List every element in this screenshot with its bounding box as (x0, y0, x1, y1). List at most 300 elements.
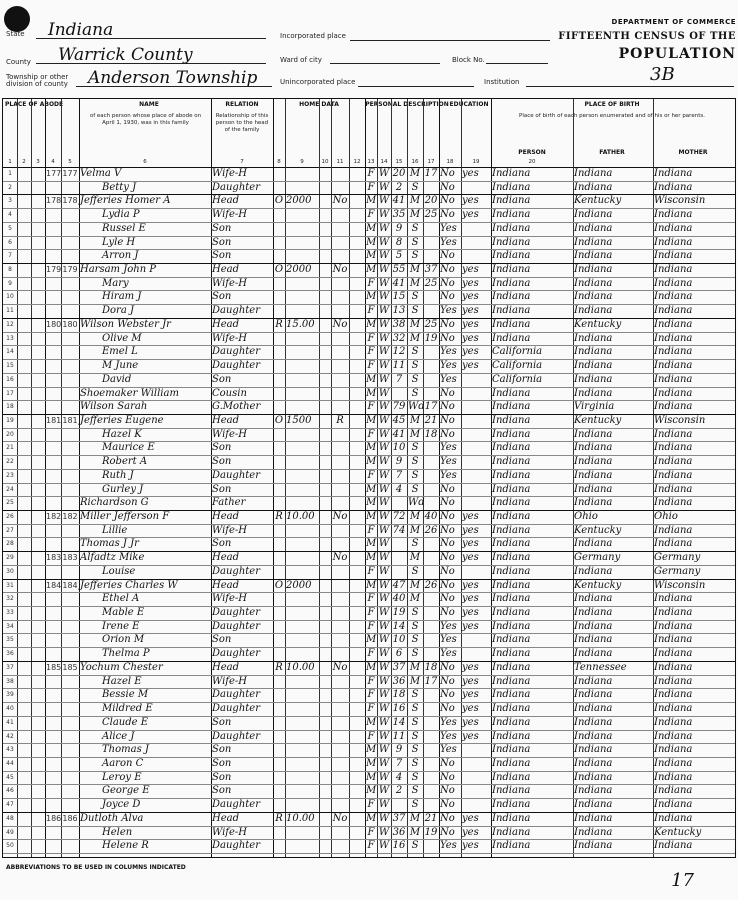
cell-dw: 185 (46, 662, 62, 672)
cell-mbp: Indiana (654, 277, 693, 289)
cell-race: W (378, 497, 390, 509)
cell-dw: 178 (46, 196, 62, 206)
cell-mar: S (411, 648, 419, 660)
table-row (3, 812, 735, 827)
cell-n: 9 (8, 279, 12, 287)
cell-race: W (378, 634, 390, 646)
cell-race: W (378, 222, 390, 234)
cell-mbp: Indiana (654, 222, 693, 234)
cell-sch: Yes (440, 620, 457, 632)
cell-sex: F (367, 799, 375, 811)
abbreviations-title: ABBREVIATIONS TO BE USED IN COLUMNS INDICATED (6, 864, 186, 871)
table-row (3, 263, 735, 278)
table-row (3, 208, 735, 223)
cell-fbp: Indiana (574, 648, 613, 660)
cell-name: Thomas J Jr (80, 538, 139, 550)
cell-name: Alice J (102, 730, 135, 742)
cell-race: W (378, 607, 390, 619)
cell-n: 43 (6, 746, 14, 754)
cell-n: 48 (6, 814, 14, 822)
cell-mbp: Indiana (654, 675, 693, 687)
group-place-of-abode: PLACE OF ABODE (5, 101, 64, 108)
cell-fam: 185 (62, 662, 78, 672)
birth-description: Place of birth of each person enumerated and of his or her parents. (519, 113, 705, 119)
cell-age: 20 (392, 168, 406, 179)
cell-n: 24 (6, 485, 14, 493)
cell-age: 55 (392, 264, 406, 276)
cell-bp: Indiana (492, 812, 531, 824)
cell-fbp: Indiana (574, 689, 613, 701)
cell-mbp: Indiana (654, 387, 693, 399)
cell-sch: No (440, 757, 455, 769)
cell-sex: F (367, 675, 375, 687)
cell-mar: M (409, 661, 421, 673)
cell-race: W (378, 552, 390, 564)
cell-fam: 183 (62, 553, 78, 563)
cell-n: 23 (6, 471, 14, 479)
cell-sch: No (440, 812, 455, 824)
cell-sex: M (366, 716, 377, 728)
cell-sch: No (440, 607, 455, 619)
cell-mar: M (409, 812, 421, 824)
cell-name: Emel L (102, 346, 138, 358)
column-number: 14 (380, 159, 388, 165)
cell-mar: M (409, 593, 421, 605)
cell-sch: Yes (440, 648, 457, 660)
cell-fbp: Indiana (574, 634, 613, 646)
cell-name: Ethel A (102, 593, 140, 605)
table-row (3, 606, 735, 621)
cell-sch: No (440, 291, 455, 303)
cell-fbp: Indiana (574, 360, 613, 372)
cell-rel: Head (212, 812, 240, 824)
column-number: 12 (353, 159, 361, 165)
cell-read: yes (462, 195, 479, 207)
cell-bp: Indiana (492, 840, 531, 852)
cell-read: yes (462, 360, 479, 372)
table-row (3, 716, 735, 731)
table-row (3, 496, 735, 511)
cell-mbp: Indiana (654, 318, 693, 330)
cell-n: 45 (6, 773, 14, 781)
cell-sex: M (366, 456, 377, 468)
cell-mbp: Indiana (654, 168, 693, 179)
cell-name: George E (102, 785, 150, 797)
cell-mbp: Indiana (654, 661, 693, 673)
cell-mbp: Indiana (654, 812, 693, 824)
cell-mar: S (411, 744, 419, 756)
cell-fbp: Indiana (574, 264, 613, 276)
cell-sex: F (367, 730, 375, 742)
cell-fbp: Indiana (574, 812, 613, 824)
cell-name: Lydia P (102, 209, 140, 221)
cell-mbp: Indiana (654, 401, 693, 413)
cell-sch: No (440, 593, 455, 605)
cell-mbp: Indiana (654, 483, 693, 495)
cell-sch: No (440, 826, 455, 838)
column-number: 10 (321, 159, 329, 165)
cell-age: 74 (392, 524, 406, 536)
cell-name: Yochum Chester (80, 661, 163, 673)
department-title: DEPARTMENT OF COMMERCE (611, 18, 736, 26)
cell-tenure: O (274, 195, 284, 207)
table-row (3, 277, 735, 292)
cell-read: yes (462, 812, 479, 824)
cell-farm: No (332, 511, 348, 522)
cell-race: W (378, 703, 390, 715)
column-number: 20 (528, 159, 536, 165)
cell-mar: M (409, 332, 421, 344)
cell-bp: Indiana (492, 785, 531, 797)
cell-n: 1 (8, 170, 12, 177)
table-row (3, 826, 735, 841)
cell-fbp: Ohio (574, 511, 598, 522)
ward-label: Ward of city (280, 56, 322, 64)
cell-n: 46 (6, 787, 14, 795)
cell-tenure: O (274, 414, 284, 426)
cell-n: 8 (8, 266, 12, 274)
cell-mar: S (411, 483, 419, 495)
cell-fbp: Virginia (574, 401, 615, 413)
cell-n: 6 (8, 238, 12, 246)
cell-farm: No (332, 195, 348, 207)
cell-bp: Indiana (492, 469, 531, 481)
cell-race: W (378, 565, 390, 577)
cell-n: 40 (6, 705, 14, 713)
cell-sch: No (440, 675, 455, 687)
cell-bp: Indiana (492, 826, 531, 838)
cell-mar: M (409, 318, 421, 330)
table-row (3, 579, 735, 594)
cell-mbp: Indiana (654, 757, 693, 769)
cell-rel: Daughter (212, 469, 260, 481)
cell-sch: No (440, 414, 455, 426)
cell-mbp: Indiana (654, 469, 693, 481)
cell-name: Jefferies Homer A (80, 195, 171, 207)
cell-name: Jefferies Eugene (80, 414, 164, 426)
cell-name: Irene E (102, 620, 140, 632)
cell-name: Joyce D (102, 799, 141, 811)
cell-age: 7 (395, 469, 403, 481)
cell-rel: Wife-H (212, 428, 248, 440)
cell-sex: M (366, 222, 377, 234)
cell-dw: 186 (46, 813, 62, 823)
cell-rel: Head (212, 511, 240, 522)
cell-age: 19 (392, 607, 406, 619)
cell-read: yes (462, 511, 479, 522)
column-number: 18 (446, 159, 454, 165)
cell-sex: M (366, 195, 377, 207)
cell-fbp: Indiana (574, 305, 613, 317)
cell-bp: Indiana (492, 222, 531, 234)
cell-bp: Indiana (492, 428, 531, 440)
cell-mbp: Indiana (654, 497, 693, 509)
cell-mar: M (409, 428, 421, 440)
cell-read: yes (462, 579, 479, 591)
cell-agem: 20 (424, 195, 438, 207)
cell-name: Mable E (102, 607, 145, 619)
cell-mar: S (411, 222, 419, 234)
cell-mbp: Indiana (654, 840, 693, 852)
cell-name: Aaron C (102, 757, 144, 769)
cell-sch: No (440, 497, 455, 509)
cell-rel: Head (212, 552, 240, 564)
cell-age: 47 (392, 579, 406, 591)
cell-age: 5 (395, 250, 403, 262)
cell-mar: S (411, 620, 419, 632)
cell-race: W (378, 593, 390, 605)
cell-rel: Daughter (212, 607, 260, 619)
cell-fbp: Germany (574, 552, 621, 564)
cell-n: 33 (6, 609, 14, 617)
cell-race: W (378, 716, 390, 728)
cell-fbp: Indiana (574, 209, 613, 221)
cell-tenure: O (274, 264, 284, 276)
cell-rel: Wife-H (212, 209, 248, 221)
cell-bp: Indiana (492, 703, 531, 715)
cell-n: 12 (6, 320, 14, 328)
cell-race: W (378, 799, 390, 811)
cell-bp: Indiana (492, 524, 531, 536)
institution-label: Institution (484, 78, 520, 86)
cell-age: 8 (395, 236, 403, 248)
cell-sex: F (367, 401, 375, 413)
cell-sex: M (366, 661, 377, 673)
cell-rel: Head (212, 318, 240, 330)
cell-bp: Indiana (492, 264, 531, 276)
cell-tenure: O (274, 579, 284, 591)
census-title: FIFTEENTH CENSUS OF THE (558, 31, 736, 42)
cell-race: W (378, 428, 390, 440)
table-row (3, 167, 735, 182)
column-number: 19 (472, 159, 480, 165)
cell-name: Dora J (102, 305, 134, 317)
cell-race: W (378, 332, 390, 344)
table-row (3, 428, 735, 443)
cell-bp: Indiana (492, 620, 531, 632)
table-row (3, 743, 735, 758)
cell-age: 18 (392, 689, 406, 701)
column-number: 17 (427, 159, 435, 165)
cell-mar: S (411, 757, 419, 769)
cell-n: 14 (6, 348, 14, 356)
cell-rel: Son (212, 250, 232, 262)
cell-name: Helene R (102, 840, 149, 852)
cell-mbp: Indiana (654, 730, 693, 742)
cell-race: W (378, 360, 390, 372)
cell-sex: M (366, 250, 377, 262)
cell-read: yes (462, 264, 479, 276)
table-row (3, 469, 735, 484)
cell-n: 42 (6, 732, 14, 740)
cell-fam: 177 (62, 169, 78, 178)
cell-fbp: Indiana (574, 799, 613, 811)
cell-fbp: Indiana (574, 291, 613, 303)
cell-name: David (102, 373, 132, 385)
cell-rel: Son (212, 785, 232, 797)
cell-mar: S (411, 634, 419, 646)
cell-mbp: Wisconsin (654, 195, 706, 207)
cell-bp: California (492, 346, 543, 358)
cell-rel: Head (212, 264, 240, 276)
cell-sex: F (367, 826, 375, 838)
group-relation: RELATION (225, 101, 259, 108)
cell-n: 29 (6, 554, 14, 562)
cell-value: 2000 (286, 264, 312, 276)
cell-sch: No (440, 401, 455, 413)
cell-rel: Son (212, 483, 232, 495)
cell-sex: M (366, 757, 377, 769)
cell-tenure: R (275, 661, 283, 673)
cell-n: 11 (6, 307, 14, 315)
cell-sch: No (440, 387, 455, 399)
cell-sex: M (366, 785, 377, 797)
table-row (3, 688, 735, 703)
cell-sex: M (366, 373, 377, 385)
cell-bp: Indiana (492, 305, 531, 317)
cell-rel: Wife-H (212, 593, 248, 605)
cell-name: Miller Jefferson F (80, 511, 170, 522)
cell-fbp: Indiana (574, 840, 613, 852)
cell-fbp: Indiana (574, 497, 613, 509)
table-row (3, 757, 735, 772)
cell-mar: S (411, 373, 419, 385)
group-home-data: HOME DATA (299, 101, 339, 108)
cell-mar: S (411, 346, 419, 358)
cell-bp: Indiana (492, 538, 531, 550)
cell-age: 6 (395, 648, 403, 660)
cell-agem: 40 (424, 511, 438, 522)
cell-sch: No (440, 168, 455, 179)
cell-race: W (378, 785, 390, 797)
group-education: EDUCATION (449, 101, 489, 108)
name-description: of each person whose place of abode on April 1, 1930, was in this family (89, 113, 202, 126)
cell-value: 10.00 (286, 812, 315, 824)
cell-fam: 186 (62, 813, 78, 823)
column-number: 2 (22, 159, 26, 165)
cell-read: yes (462, 689, 479, 701)
cell-n: 21 (6, 444, 14, 452)
cell-name: M June (102, 360, 139, 372)
cell-fbp: Indiana (574, 387, 613, 399)
cell-rel: Daughter (212, 730, 260, 742)
cell-farm: R (336, 414, 344, 426)
table-row (3, 839, 735, 854)
cell-mbp: Indiana (654, 703, 693, 715)
cell-mbp: Ohio (654, 511, 678, 522)
cell-race: W (378, 346, 390, 358)
cell-bp: Indiana (492, 250, 531, 262)
cell-race: W (378, 730, 390, 742)
cell-race: W (378, 442, 390, 454)
cell-mar: M (409, 579, 421, 591)
cell-mar: S (411, 607, 419, 619)
table-row (3, 181, 735, 196)
cell-sch: Yes (440, 305, 457, 317)
cell-value: 15.00 (286, 318, 315, 330)
township-value: Anderson Township (88, 68, 258, 88)
cell-sch: No (440, 565, 455, 577)
cell-name: Wilson Webster Jr (80, 318, 171, 330)
cell-agem: 21 (424, 414, 438, 426)
cell-sch: Yes (440, 634, 457, 646)
cell-sex: F (367, 428, 375, 440)
cell-rel: Daughter (212, 181, 260, 193)
cell-name: Orion M (102, 634, 145, 646)
cell-bp: California (492, 373, 543, 385)
cell-rel: Son (212, 236, 232, 248)
cell-mbp: Indiana (654, 360, 693, 372)
county-label: County (6, 58, 31, 66)
cell-mbp: Germany (654, 565, 701, 577)
cell-name: Louise (102, 565, 136, 577)
column-number: 13 (367, 159, 375, 165)
cell-fbp: Indiana (574, 771, 613, 783)
cell-age: 36 (392, 826, 406, 838)
cell-race: W (378, 840, 390, 852)
person-head: PERSON (518, 149, 546, 156)
cell-mbp: Indiana (654, 250, 693, 262)
cell-age: 79 (392, 401, 406, 413)
table-row (3, 400, 735, 415)
cell-n: 36 (6, 650, 14, 658)
cell-read: yes (462, 552, 479, 564)
cell-dw: 180 (46, 319, 62, 329)
cell-read: yes (462, 620, 479, 632)
column-number: 8 (277, 159, 281, 165)
cell-sex: F (367, 360, 375, 372)
cell-race: W (378, 456, 390, 468)
cell-rel: Son (212, 744, 232, 756)
cell-bp: Indiana (492, 648, 531, 660)
table-row (3, 290, 735, 305)
cell-sch: No (440, 524, 455, 536)
column-number: 3 (36, 159, 40, 165)
cell-read: yes (462, 675, 479, 687)
state-label: State (6, 30, 25, 38)
cell-n: 10 (6, 293, 14, 301)
cell-sch: No (440, 181, 455, 193)
sheet-header (0, 0, 738, 98)
cell-bp: Indiana (492, 771, 531, 783)
cell-fam: 184 (62, 580, 78, 590)
cell-bp: Indiana (492, 675, 531, 687)
cell-read: yes (462, 661, 479, 673)
cell-mbp: Indiana (654, 620, 693, 632)
table-row (3, 798, 735, 813)
column-number: 16 (411, 159, 419, 165)
cell-sex: F (367, 469, 375, 481)
cell-fbp: Indiana (574, 785, 613, 797)
cell-mar: S (411, 716, 419, 728)
cell-fbp: Indiana (574, 716, 613, 728)
table-header (3, 99, 735, 168)
cell-bp: Indiana (492, 236, 531, 248)
cell-sch: No (440, 428, 455, 440)
cell-tenure: R (275, 511, 283, 522)
cell-rel: Daughter (212, 799, 260, 811)
cell-mar: M (409, 195, 421, 207)
cell-mar: S (411, 181, 419, 193)
cell-age: 14 (392, 716, 406, 728)
cell-race: W (378, 168, 390, 179)
cell-sex: F (367, 524, 375, 536)
page-number: 17 (671, 870, 694, 891)
cell-sex: M (366, 236, 377, 248)
cell-rel: Daughter (212, 648, 260, 660)
table-row (3, 702, 735, 717)
table-row (3, 318, 735, 333)
